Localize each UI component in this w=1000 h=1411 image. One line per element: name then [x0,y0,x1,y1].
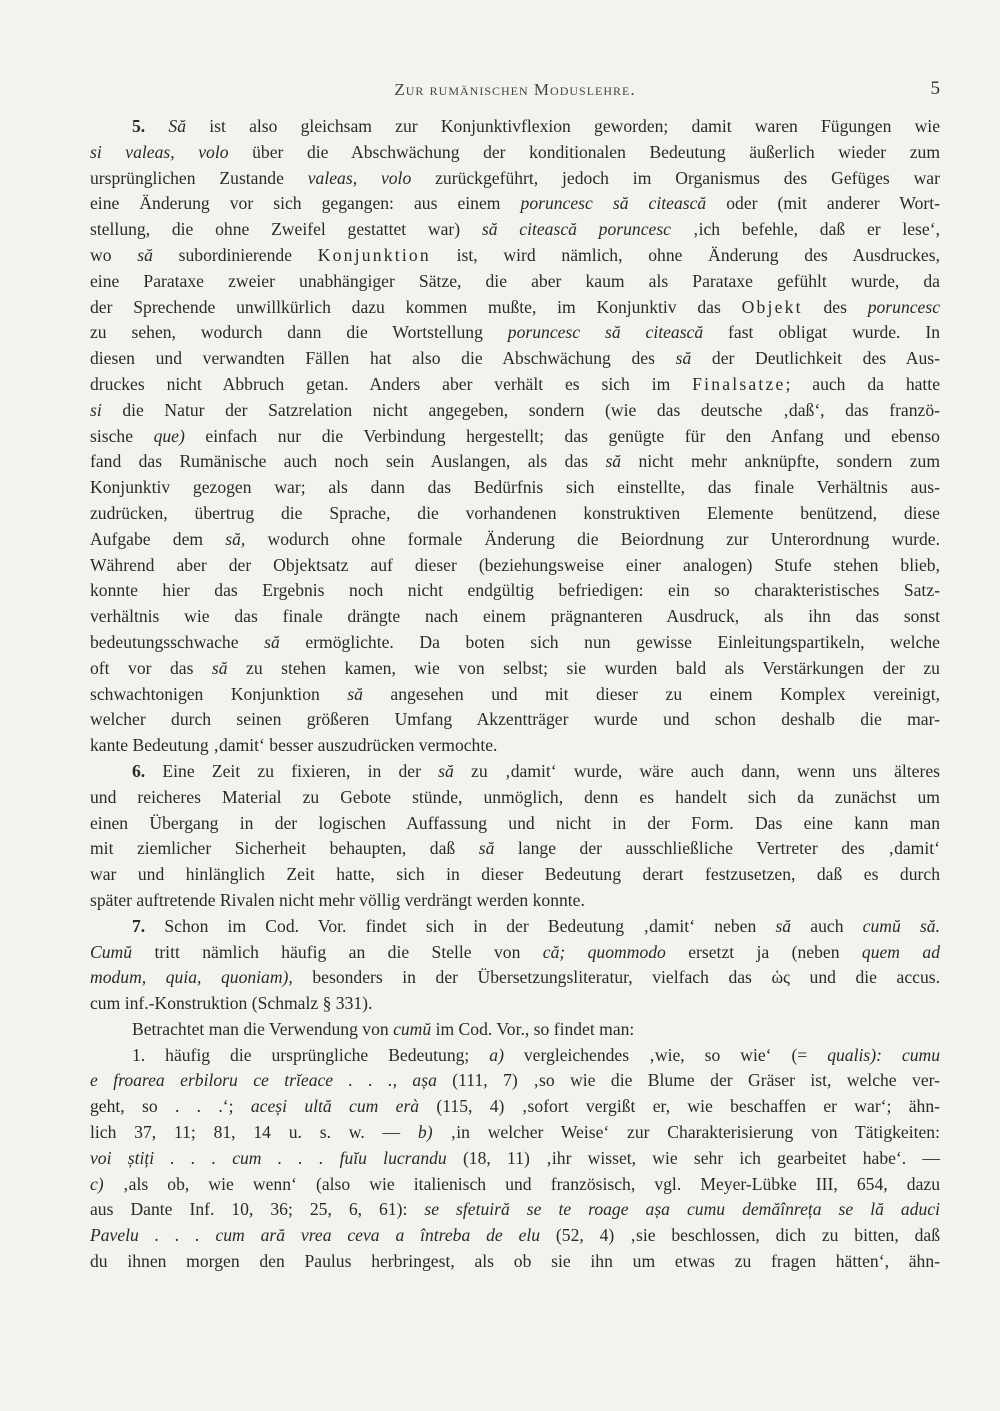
text-run: ist also gleichsam zur Konjunktivflexion geworden; damit waren Fügungen wie [186,116,941,136]
text-run: ersetzt ja (neben [665,941,862,962]
text-line [90,140,940,166]
italic-term: se sfetuiră se te roage așa cumu demăînreța se lă aduci [424,1199,940,1220]
text-line [90,1068,940,1094]
text-run: geht, so . . .‘; [90,1096,251,1117]
text-line [90,295,940,321]
text-run [397,1070,412,1090]
text-run: 1. häufig die ursprüngliche Bedeutung; [132,1044,490,1065]
text-run: fand das Rumänische auch noch sein Auslangen, als das [90,451,606,472]
italic-term: Pavelu . . . cum ară vrea ceva a întreba de elu [90,1225,541,1246]
text-run: angesehen und mit dieser zu einem Komplex vereinigt, [362,683,940,704]
text-line [90,656,940,682]
italic-term: c) [90,1173,104,1194]
text-run: sische [90,425,154,446]
text-line [90,449,940,475]
text-run: ‚ich befehle, daß er lese‘, [671,219,940,240]
text-run: Betrachtet man die Verwendung von [132,1018,394,1039]
italic-term: să [605,451,622,472]
text-run: über die Abschwächung der konditionalen Bedeutung äußerlich wieder zum [228,141,941,162]
body-text [90,114,940,1275]
text-line [90,166,940,192]
text-line [90,424,940,450]
text-line [90,630,940,656]
text-run: einfach nur die Verbindung hergestellt; das genügte für den Anfang und ebenso [184,425,940,446]
text-run: zurückgeführt, jedoch im Organismus des Gefüges war [411,167,940,188]
text-run: nicht mehr anknüpfte, sondern zum [621,451,941,472]
text-line [90,1043,940,1069]
italic-term: e froarea erbiloru ce trĭeace . . ., [90,1070,397,1091]
text-run: schwachtonigen Konjunktion [90,683,348,704]
text-line [90,1017,940,1043]
text-line [90,578,940,604]
text-run: ‚in welcher Weise‘ zur Charakterisierung von Tätigkeiten: [432,1122,940,1143]
spaced-term: Finalsatze [692,373,786,394]
text-run: im Cod. Vor., so findet man: [431,1018,635,1039]
text-run: war und hinlänglich Zeit hatte, sich in dieser Bedeutung derart festzusetzen, daß es durch [90,864,940,885]
text-line [90,398,940,424]
text-run: oder (mit anderer Wort- [706,193,940,214]
section-number: 5. [132,116,169,136]
italic-term: să [478,838,495,859]
text-run: diesen und verwandten Fällen hat also die Abschwächung des [90,348,676,369]
italic-term: să citească poruncesc [481,219,671,240]
text-run: kante Bedeutung ‚damit‘ besser auszudrücken vermochte. [90,735,498,756]
text-line [90,320,940,346]
text-run: ermöglichte. Da boten sich nun gewisse Einleitungspartikeln, welche [279,631,940,652]
text-line [90,604,940,630]
text-line [90,1120,940,1146]
text-line [90,707,940,733]
text-run: (111, 7) ‚so wie die Blume der Gräser ist, welche ver- [436,1070,941,1091]
text-line [90,217,940,243]
text-line [90,733,940,759]
italic-term: valeas, volo [307,167,412,188]
italic-term: cumŭ [393,1018,432,1039]
text-run: und reicheres Material zu Gebote stünde, unmöglich, denn es handelt sich da zunächst um [90,786,940,807]
text-line [90,811,940,837]
text-line [90,501,940,527]
italic-term: poruncesc [867,296,941,317]
text-run: du ihnen morgen den Paulus herbringest, als ob sie ihn um etwas zu fragen hätten‘, ähn- [90,1251,940,1272]
italic-term: aceși ultă cum erà [250,1096,420,1117]
text-run: Während aber der Objektsatz auf dieser (beziehungsweise einer analogen) Stufe stehen blieb, [90,554,940,575]
text-line [90,1172,940,1198]
text-run: zu ‚damit‘ wurde, wäre auch dann, wenn uns älteres [453,760,941,781]
text-run: konnte hier das Ergebnis noch nicht endgültig befriedigen: ein so charakteristisches Satz- [90,580,940,601]
italic-term: b) [417,1122,433,1143]
italic-term: așa [412,1070,437,1091]
text-run: (18, 11) ‚ihr wisset, wie sehr ich gearbeitet habe‘. — [446,1147,940,1168]
page-number: 5 [930,78,940,99]
text-run: eine Änderung vor sich gegangen: aus einem [90,193,521,214]
text-line [90,372,940,398]
italic-term: voi știți . . . cum . . . fuĭu lucrandu [90,1147,447,1168]
text-run: aus Dante Inf. 10, 36; 25, 6, 61): [90,1199,425,1220]
text-line [90,114,940,140]
text-run: stellung, die ohne Zweifel gestattet war) [90,219,482,240]
text-run: wodurch ohne formale Änderung die Beiordnung zur Unterordnung wurde. [245,528,940,549]
italic-term: Să [168,116,187,136]
text-line [90,965,940,991]
text-line [90,759,940,785]
text-run: Konjunktiv gezogen war; als dann das Bedürfnis sich einstellte, das finale Verhältnis aus- [90,477,940,498]
text-run: der Sprechende unwillkürlich dazu kommen mußte, im Konjunktiv das [90,296,742,317]
text-run: zu stehen kamen, wie von selbst; sie wurden bald als Verstärkungen der zu [227,657,940,678]
text-line [90,940,940,966]
italic-term: să [438,760,454,781]
text-run: zu sehen, wodurch dann die Wortstellung [90,322,508,343]
text-line [90,243,940,269]
text-line [90,836,940,862]
text-run: vergleichendes ‚wie, so wie‘ (= [503,1044,828,1065]
text-run: einen Übergang in der logischen Auffassung und nicht in der Form. Das eine kann man [90,812,940,833]
text-run: später auftretende Rivalen nicht mehr völlig verdrängt werden konnte. [90,889,585,910]
text-run: wo [90,244,138,265]
text-run: (52, 4) ‚sie beschlossen, dich zu bitten, daß [540,1225,940,1246]
text-line [90,862,940,888]
text-run: subordinierende [152,244,318,265]
text-line [90,1223,940,1249]
section-number: 6. [132,760,163,781]
spaced-term: Konjunktion [317,244,431,265]
italic-term: să [211,657,228,678]
text-run: (115, 4) ‚sofort vergißt er, wie beschaffen er war‘; ähn- [419,1096,940,1117]
text-run: oft vor das [90,657,212,678]
text-line [90,553,940,579]
text-line [90,1094,940,1120]
text-line [90,475,940,501]
italic-term: cumŭ să. [862,915,941,936]
text-run: lich 37, 11; 81, 14 u. s. w. — [90,1122,418,1143]
text-run: mit ziemlicher Sicherheit behaupten, daß [90,838,479,859]
italic-term: că; quommodo [542,941,666,962]
italic-term: Cumŭ [90,941,133,962]
italic-term: să [137,244,153,265]
running-head [90,80,940,106]
text-run: des [802,296,868,317]
text-run: verhältnis wie das finale drängte nach einem prägnanteren Ausdruck, als ihn das sonst [90,606,940,627]
italic-term: si [90,399,102,420]
text-line [90,269,940,295]
text-line [90,527,940,553]
text-line [90,1249,940,1275]
text-line [90,682,940,708]
text-run: ; auch da hatte [785,373,941,394]
section-number: 7. [132,915,165,936]
text-run: bedeutungsschwache [90,631,265,652]
text-run: der Deutlichkeit des Aus- [691,348,941,369]
italic-term: modum, quia, quoniam), [90,967,293,988]
text-run: Aufgabe dem [90,528,226,549]
italic-term: să [775,915,792,936]
italic-term: să [264,631,280,652]
italic-term: a) [489,1044,504,1065]
text-line [90,1197,940,1223]
text-run: ‚als ob, wie wenn‘ (also wie italienisch und französisch, vgl. Meyer-Lübke III, 654, dazu [103,1173,940,1194]
italic-term: quem ad [861,941,940,962]
text-line [90,191,940,217]
text-run: druckes nicht Abbruch getan. Anders aber verhält es sich im [90,373,693,394]
text-run: zudrücken, übertrug die Sprache, die vorhandenen konstruktiven Elemente benützend, diese [90,502,940,523]
italic-term: poruncesc să citească [520,193,707,214]
italic-term: să, [225,528,246,549]
text-run: Eine Zeit zu fixieren, in der [162,760,439,781]
italic-term: que) [153,425,185,446]
spaced-term: Objekt [741,296,803,317]
text-run: welcher durch seinen größeren Umfang Akzentträger wurde und schon deshalb die mar- [90,709,940,730]
text-line [90,1146,940,1172]
text-line [90,991,940,1017]
text-run: auch [791,915,863,936]
text-run: tritt nämlich häufig an die Stelle von [132,941,543,962]
italic-term: si valeas, volo [90,141,229,162]
text-line [90,785,940,811]
running-title: Zur rumänischen Moduslehre. [394,80,636,99]
text-run: lange der ausschließliche Vertreter des ‚damit‘ [494,838,941,859]
italic-term: să [347,683,363,704]
italic-term: să [675,348,692,369]
text-run: eine Parataxe zweier unabhängiger Sätze, die aber kaum als Parataxe gefühlt wurde, da [90,270,940,291]
italic-term: qualis): cumu [827,1044,940,1065]
text-run: cum inf.-Konstruktion (Schmalz § 331). [90,993,373,1014]
text-run: fast obligat wurde. In [703,322,940,343]
text-run: Schon im Cod. Vor. findet sich in der Bedeutung ‚damit‘ neben [164,915,776,936]
text-line [90,346,940,372]
text-run: ist, wird nämlich, ohne Änderung des Ausdruckes, [430,244,940,265]
text-run: die Natur der Satzrelation nicht angegeben, sondern (wie das deutsche ‚daß‘, das franzö- [101,399,940,420]
text-run: ursprünglichen Zustande [90,167,308,188]
text-run: besonders in der Übersetzungsliteratur, vielfach das ὡς und die accus. [292,967,941,988]
text-line [90,914,940,940]
text-line [90,888,940,914]
italic-term: poruncesc să citească [507,322,704,343]
